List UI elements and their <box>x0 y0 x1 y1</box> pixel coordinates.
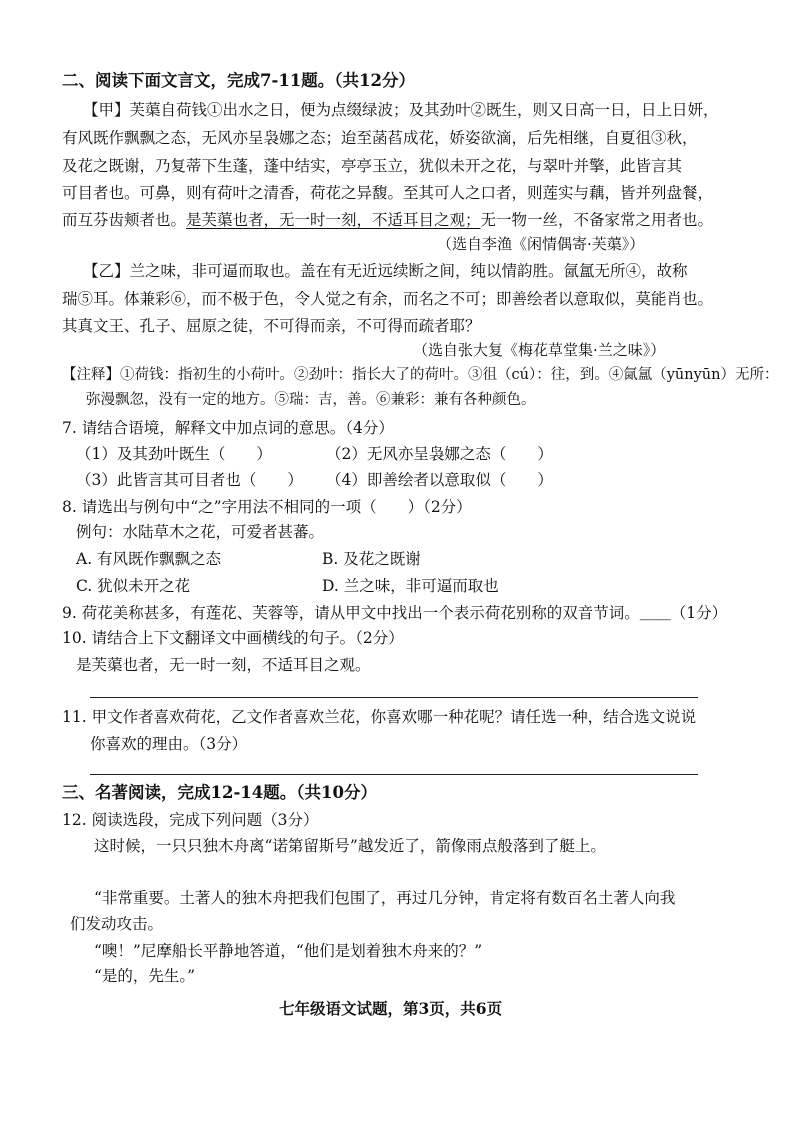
jia-line-3: 及花之既谢，乃复蒂下生蓬，蓬中结实，亭亭玉立，犹似未开之花，与翠叶并擎，此皆言其 <box>62 157 683 175</box>
notes-line-2: 弥漫飘忽，没有一定的地方。⑤瑞：吉，善。⑥兼彩：兼有各种颜色。 <box>86 392 536 408</box>
q10-stem: 10. 请结合上下文翻译文中画横线的句子。（2分） <box>62 629 404 647</box>
q11-answer-line <box>90 774 698 775</box>
section3-title: 三、名著阅读，完成12-14题。（共10分） <box>62 783 377 802</box>
jia-line-5-suffix: 无一物一丝，不备家常之用者也。 <box>480 211 714 229</box>
q7-item-3: （3）此皆言其可目者也（ ） <box>76 471 303 489</box>
page-footer: 七年级语文试题，第3页，共6页 <box>279 999 503 1018</box>
section2-title: 二、阅读下面文言文，完成7-11题。（共12分） <box>62 71 416 90</box>
passage-line-4: “噢！”尼摩船长平静地答道，“他们是划着独木舟来的？” <box>94 942 483 960</box>
passage-line-2: “非常重要。土著人的独木舟把我们包围了，再过几分钟，肯定将有数百名土著人向我 <box>94 889 676 907</box>
jia-line-4: 可目者也。可鼻，则有荷叶之清香，荷花之异馥。至其可人之口者，则莲实与藕，皆并列盘餐， <box>62 184 714 202</box>
q9-stem: 9. 荷花美称甚多，有莲花、芙蓉等，请从甲文中找出一个表示荷花别称的双音节词。＿＿（1分） <box>62 604 728 622</box>
q8-option-d: D. 兰之味，非可逼而取也 <box>322 577 499 595</box>
q10-answer-line <box>90 697 698 698</box>
passage-line-5: “是的，先生。” <box>94 967 196 985</box>
yi-line-3: 其真文王、孔子、屈原之徒，不可得而亲，不可得而疏者耶？ <box>62 317 481 335</box>
q7-item-1: （1）及其劲叶既生（ ） <box>76 445 272 463</box>
q8-example: 例句：水陆草木之花，可爱者甚蕃。 <box>76 523 325 541</box>
q12-stem: 12. 阅读选段，完成下列问题（3分） <box>62 811 319 829</box>
yi-line-2: 瑞⑤耳。体兼彩⑥，而不极于色，令人觉之有余，而名之不可；即善绘者以意取似，莫能肖也。 <box>62 290 714 308</box>
passage-line-1: 这时候，一只只独木舟离“诺第留斯号”越发近了，箭像雨点般落到了艇上。 <box>94 837 606 855</box>
q8-option-b: B. 及花之既谢 <box>322 550 421 568</box>
q7-stem: 7. 请结合语境，解释文中加点词的意思。（4分） <box>62 419 394 437</box>
notes-line-1: 【注释】①荷钱：指初生的小荷叶。②劲叶：指长大了的荷叶。③徂（cú）：往，到。④氤氲（yūnyūn）无所： <box>62 367 779 383</box>
jia-line-5 <box>62 210 713 230</box>
q10-sentence: 是芙蕖也者，无一时一刻，不适耳目之观。 <box>76 656 371 674</box>
q7-item-2: （2）无风亦呈袅娜之态（ ） <box>326 445 553 463</box>
q7-item-4: （4）即善绘者以意取似（ ） <box>326 471 553 489</box>
jia-source: （选自李渔《闲情偶寄·芙蕖》） <box>437 235 645 253</box>
q8-option-c: C. 犹似未开之花 <box>76 577 191 595</box>
passage-line-3: 们发动攻击。 <box>70 915 164 933</box>
q8-option-a: A. 有风既作飘飘之态 <box>76 550 222 568</box>
underlined-sentence: 是芙蕖也者，无一时一刻，不适耳目之观； <box>186 211 481 229</box>
yi-source: （选自张大复《梅花草堂集·兰之味》） <box>413 341 666 359</box>
jia-line-5-prefix: 而互芬齿颊者也。 <box>62 211 187 229</box>
q8-stem: 8. 请选出与例句中“之”字用法不相同的一项（ ）（2分） <box>62 498 472 516</box>
yi-line-1: 【乙】兰之味，非可逼而取也。盖在有无近远续断之间，纯以情韵胜。氤氲无所④，故称 <box>83 262 688 280</box>
q11-line-1: 11. 甲文作者喜欢荷花，乙文作者喜欢兰花，你喜欢哪一种花呢？请任选一种，结合选文说说 <box>62 708 697 726</box>
jia-line-2: 有风既作飘飘之态，无风亦呈袅娜之态；迨至菡萏成花，娇姿欲滴，后先相继，自夏徂③秋， <box>62 129 698 147</box>
jia-line-1: 【甲】芙蕖自荷钱①出水之日，便为点缀绿波；及其劲叶②既生，则又日高一日，日上日妍， <box>83 101 719 119</box>
q11-line-2: 你喜欢的理由。（3分） <box>90 735 248 753</box>
